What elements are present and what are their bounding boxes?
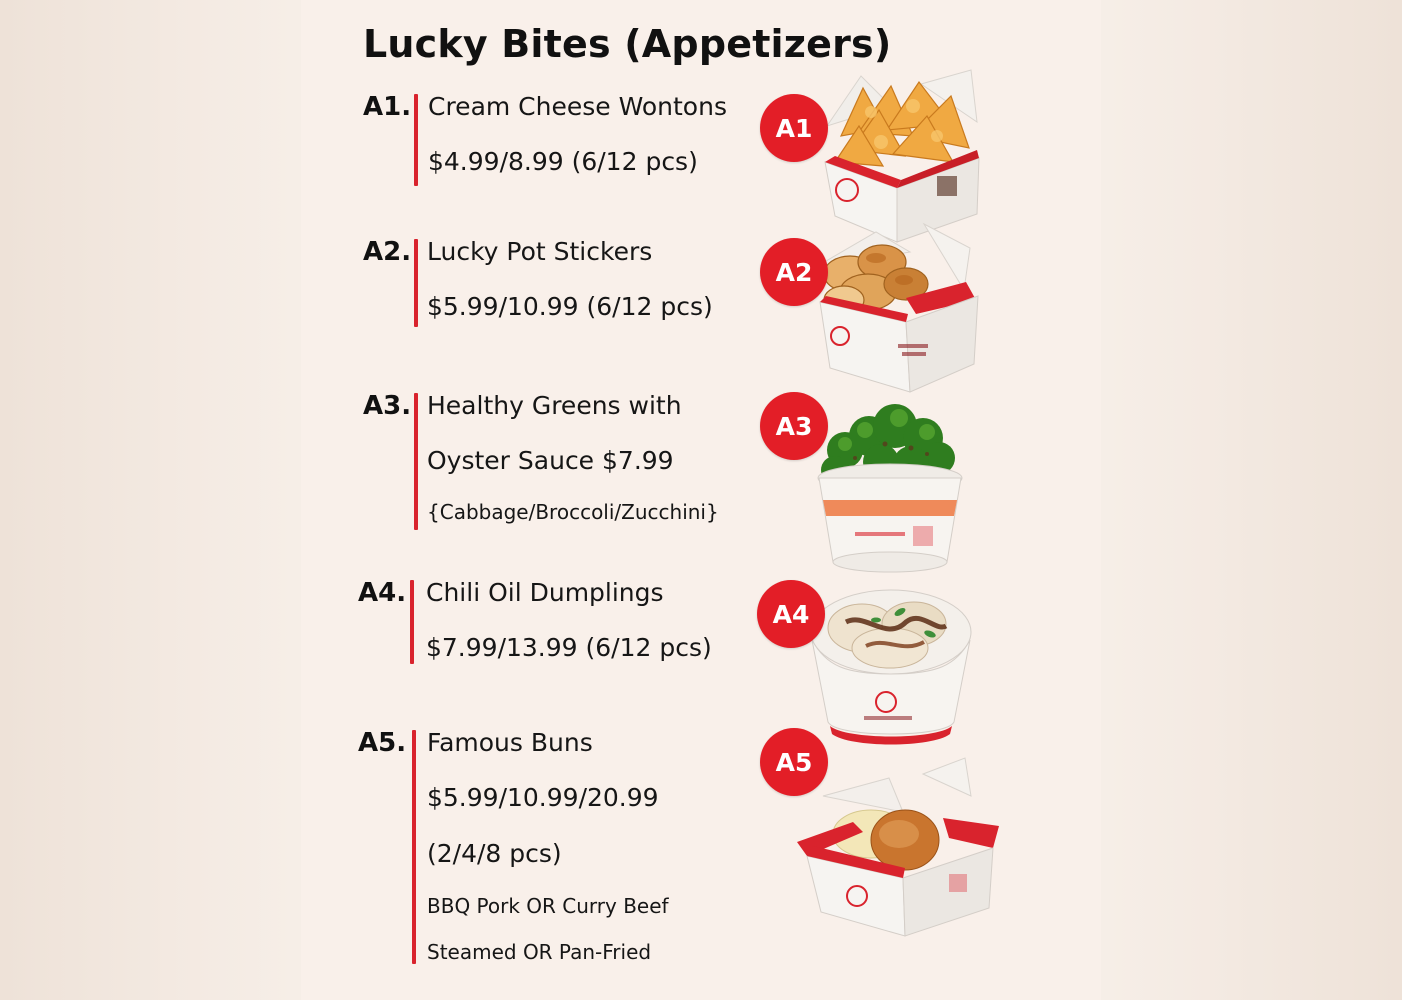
item-price: $5.99/10.99 (6/12 pcs): [427, 292, 713, 321]
item-code: A1.: [363, 92, 412, 122]
item-code: A2.: [363, 237, 412, 267]
item-name: Cream Cheese Wontons: [428, 92, 727, 121]
dumpling-bowl-icon: [806, 582, 976, 748]
broccoli-cup-icon: [815, 396, 965, 574]
menu-title: Lucky Bites (Appetizers): [363, 22, 892, 66]
item-divider: [414, 393, 418, 530]
potsticker-box-icon: [806, 218, 986, 394]
item-filling-options: BBQ Pork OR Curry Beef: [427, 894, 669, 918]
item-options: {Cabbage/Broccoli/Zucchini}: [427, 500, 719, 524]
item-divider: [414, 94, 418, 186]
item-badge-a3: A3: [760, 392, 828, 460]
item-name: Healthy Greens with: [427, 391, 682, 420]
item-code: A3.: [363, 391, 412, 421]
item-price: $7.99/13.99 (6/12 pcs): [426, 633, 712, 662]
item-name: Lucky Pot Stickers: [427, 237, 653, 266]
item-price: $5.99/10.99/20.99: [427, 783, 659, 812]
item-badge-a5: A5: [760, 728, 828, 796]
item-divider: [410, 580, 414, 664]
item-divider: [412, 730, 416, 964]
item-badge-a1: A1: [760, 94, 828, 162]
item-code: A4.: [358, 578, 407, 608]
item-divider: [414, 239, 418, 327]
item-code: A5.: [358, 728, 407, 758]
item-cooking-options: Steamed OR Pan-Fried: [427, 940, 652, 964]
item-badge-a2: A2: [760, 238, 828, 306]
item-quantity: (2/4/8 pcs): [427, 839, 562, 868]
item-price: $4.99/8.99 (6/12 pcs): [428, 147, 698, 176]
item-name: Chili Oil Dumplings: [426, 578, 664, 607]
buns-box-icon: [793, 756, 1005, 938]
item-badge-a4: A4: [757, 580, 825, 648]
menu-panel: [301, 0, 1101, 1000]
item-name: Famous Buns: [427, 728, 593, 757]
item-name-continued: Oyster Sauce $7.99: [427, 446, 674, 475]
